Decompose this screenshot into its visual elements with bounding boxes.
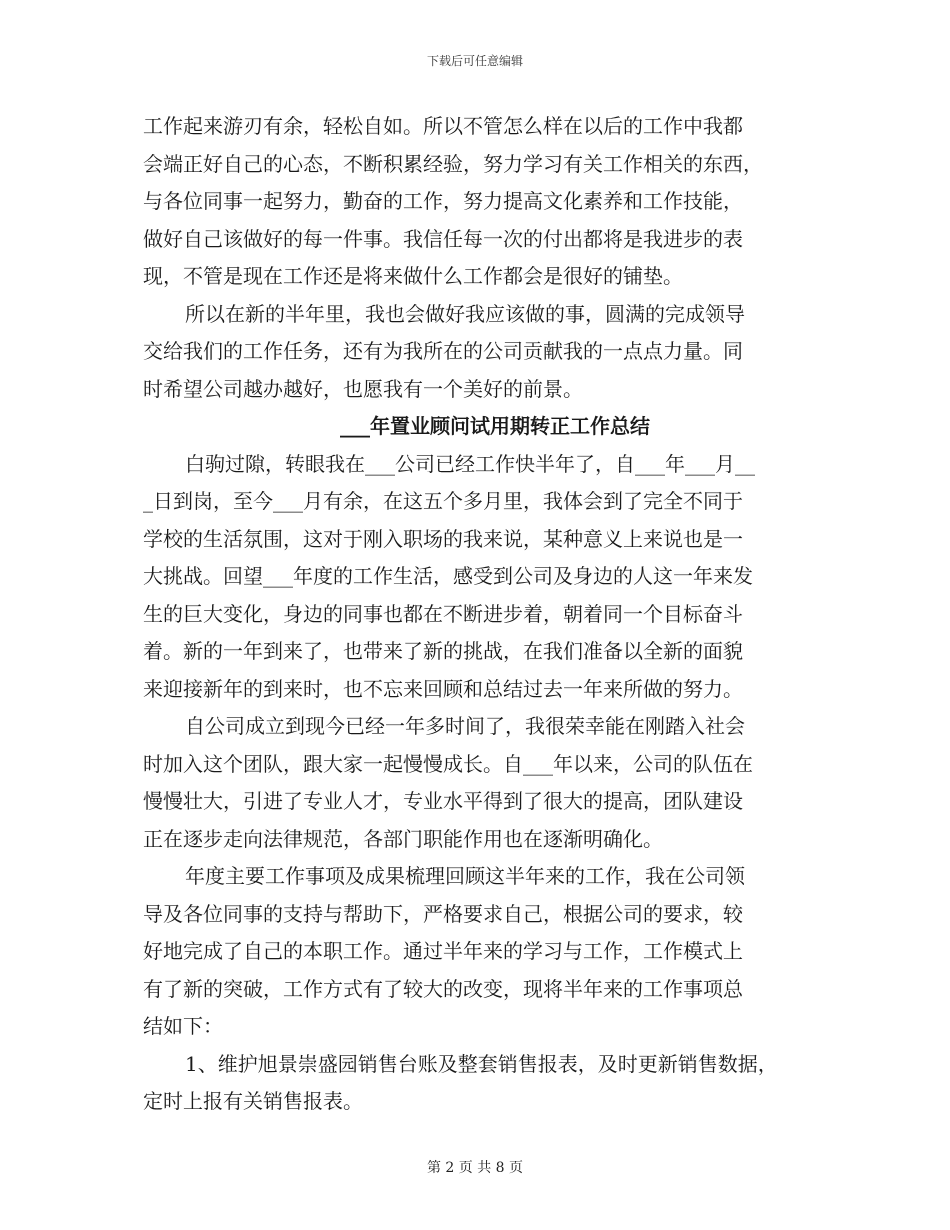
section-title: ___年置业顾问试用期转正工作总结 [340, 414, 650, 438]
paragraph-line: 导及各位同事的支持与帮助下，严格要求自己，根据公司的要求，较 [143, 901, 743, 926]
paragraph-line: 有了新的突破，工作方式有了较大的改变，现将半年来的工作事项总 [143, 976, 743, 1001]
paragraph-line: 所以在新的半年里，我也会做好我应该做的事，圆满的完成领导 [185, 301, 745, 326]
paragraph-line: 生的巨大变化，身边的同事也都在不断进步着，朝着同一个目标奋斗 [143, 601, 743, 626]
paragraph-line: 与各位同事一起努力，勤奋的工作，努力提高文化素养和工作技能， [143, 189, 743, 213]
page-footer: 第 2 页 共 8 页 [426, 1160, 524, 1176]
paragraph-line: 交给我们的工作任务，还有为我所在的公司贡献我的一点点力量。同 [143, 339, 743, 363]
paragraph-line: 白驹过隙，转眼我在___公司已经工作快半年了，自___年___月__ [185, 451, 755, 476]
paragraph-line: 做好自己该做好的每一件事。我信任每一次的付出都将是我进步的表 [143, 226, 743, 251]
paragraph-line: _日到岗，至今___月有余，在这五个多月里，我体会到了完全不同于 [143, 489, 743, 513]
paragraph-line: 1、维护旭景崇盛园销售台账及整套销售报表，及时更新销售数据， [185, 1051, 778, 1076]
paragraph-line: 自公司成立到现今已经一年多时间了，我很荣幸能在刚踏入社会 [185, 714, 745, 738]
paragraph-line: 好地完成了自己的本职工作。通过半年来的学习与工作，工作模式上 [143, 939, 743, 963]
document-body [143, 108, 833, 1121]
paragraph-line: 时加入这个团队，跟大家一起慢慢成长。自___年以来，公司的队伍在 [143, 751, 753, 776]
paragraph-line: 工作起来游刃有余，轻松自如。所以不管怎么样在以后的工作中我都 [143, 114, 743, 138]
paragraph-line: 时希望公司越办越好，也愿我有一个美好的前景。 [143, 376, 583, 401]
paragraph-line: 定时上报有关销售报表。 [143, 1089, 363, 1113]
paragraph-line: 现，不管是现在工作还是将来做什么工作都会是很好的铺垫。 [143, 264, 683, 288]
paragraph-line: 年度主要工作事项及成果梳理回顾这半年来的工作，我在公司领 [185, 864, 745, 888]
paragraph-line: 来迎接新年的到来时，也不忘来回顾和总结过去一年来所做的努力。 [143, 676, 743, 701]
paragraph-line: 会端正好自己的心态，不断积累经验，努力学习有关工作相关的东西， [143, 151, 763, 176]
header-note: 下载后可任意编辑 [426, 54, 523, 68]
paragraph-line: 正在逐步走向法律规范，各部门职能作用也在逐渐明确化。 [143, 826, 663, 851]
paragraph-line: 大挑战。回望___年度的工作生活，感受到公司及身边的人这一年来发 [143, 564, 753, 588]
paragraph-line: 结如下： [143, 1014, 223, 1038]
paragraph-line: 学校的生活氛围，这对于刚入职场的我来说，某种意义上来说也是一 [143, 526, 743, 551]
paragraph-line: 慢慢壮大，引进了专业人才，专业水平得到了很大的提高，团队建设 [143, 789, 743, 813]
paragraph-line: 着。新的一年到来了，也带来了新的挑战，在我们准备以全新的面貌 [143, 639, 743, 663]
